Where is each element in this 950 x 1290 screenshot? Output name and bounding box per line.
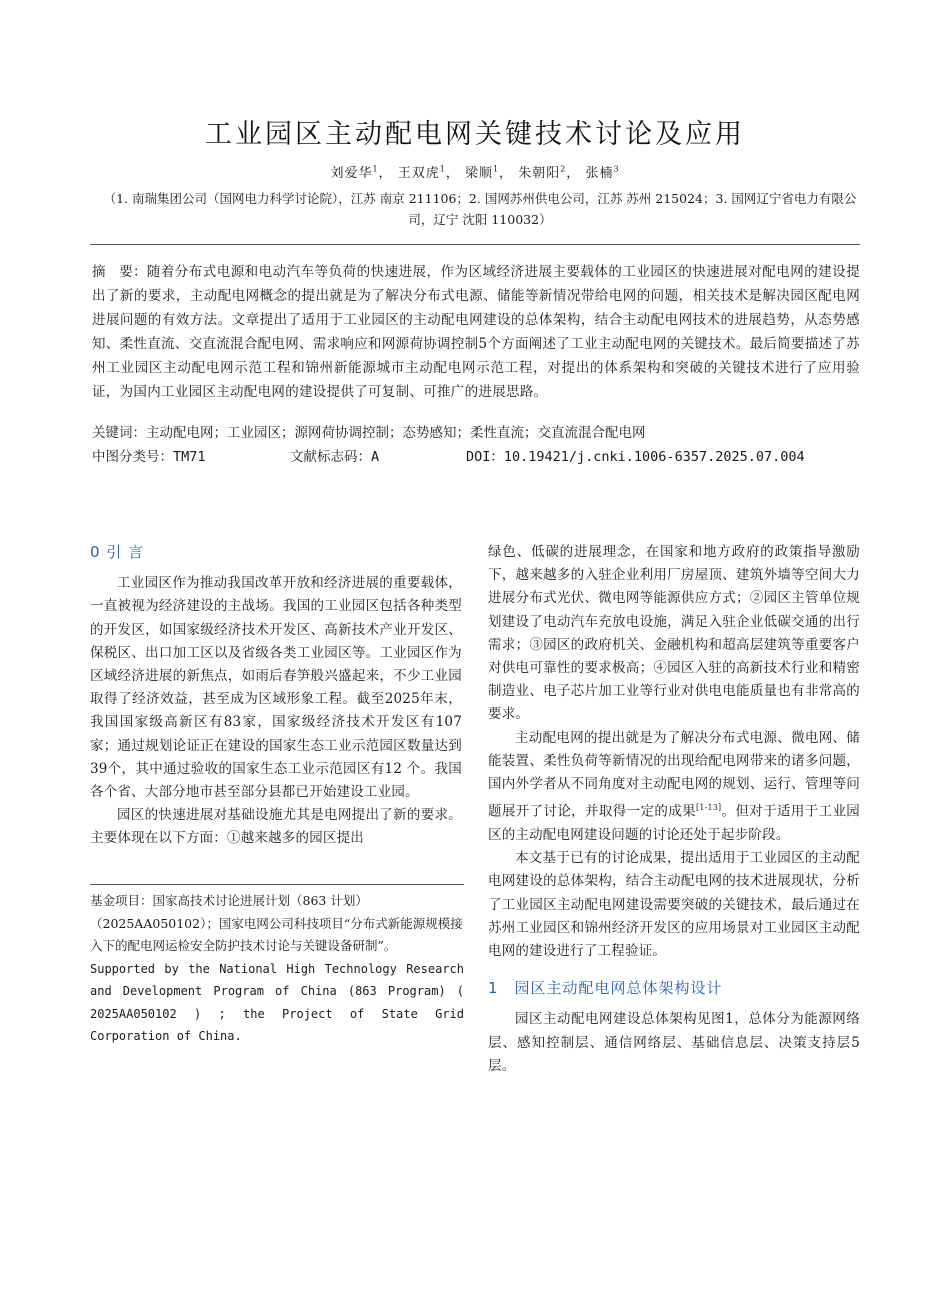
right-column [488, 541, 860, 1078]
footnote-divider [90, 884, 464, 885]
keywords [92, 422, 860, 444]
paragraph [488, 727, 860, 848]
section-heading-1: 1 园区主动配电网总体架构设计 [488, 979, 723, 998]
citation[interactable]: [1-13] [695, 803, 722, 813]
author-name: 张楠 [585, 166, 614, 181]
author-name: 梁顺 [464, 166, 493, 181]
doi[interactable]: DOI：10.19421/j.cnki.1006-6357.2025.07.004 [466, 449, 805, 465]
abstract [92, 260, 860, 404]
author-name: 朱朝阳 [518, 166, 561, 181]
funding-footnote [90, 890, 464, 1048]
author-affil-mark: 1 [492, 164, 500, 174]
author-list: 刘爱华$^1$， 王双虎$^1$， 梁顺$^1$， 朱朝阳$^2$， 张楠$^3$ [330, 164, 620, 181]
funding-en: Supported by the National High Technology Research and Development Program of China (863 Program) ( 2025AA050102 ) ; the Project of State Grid Corporation of China. [90, 961, 464, 1043]
header-divider [90, 244, 860, 245]
document-code: 文献标志码：A [290, 449, 380, 465]
author-affil-mark: 2 [560, 164, 567, 174]
keywords-text: 主动配电网；工业园区；源网荷协调控制；态势感知；柔性直流；交直流混合配电网 [146, 425, 646, 441]
clc-number: 中图分类号：TM71 [92, 449, 206, 465]
paragraph: 园区的快速进展对基础设施尤其是电网提出了新的要求。主要体现在以下方面：①越来越多的园区提出 [90, 807, 462, 847]
paragraph: 园区主动配电网建设总体架构见图1，总体分为能源网络层、感知控制层、通信网络层、基础信息层、决策支持层5层。 [488, 1011, 860, 1074]
author-affil-mark: 3 [613, 164, 620, 174]
abstract-text: 随着分布式电源和电动汽车等负荷的快速进展，作为区域经济进展主要载体的工业园区的快速进展对配电网的建设提出了新的要求，主动配电网概念的提出就是为了解决分布式电源、储能等新情况带给电网的问题，相关技术是解决园区配电网进展问题的有效方法。文章提出了适用于工业园区的主动配电网建设的总体架构，结合主动配电网技术的进展趋势，从态势感知、柔性直流、交直流混合配电网、需求响应和网源荷协调控制5个方面阐述了工业主动配电网的关键技术。最后简要描述了苏州工业园区主动配电网示范工程和锦州新能源城市主动配电网示范工程，对提出的体系架构和突破的关键技术进行了应用验证，为国内工业园区主动配电网的建设提供了可复制、可推广的进展思路。 [92, 264, 860, 400]
paragraph: 本文基于已有的讨论成果，提出适用于工业园区的主动配电网建设的总体架构，结合主动配电网的技术进展现状，分析了工业园区主动配电网建设需要突破的关键技术，最后通过在苏州工业园区和锦州经济开发区的应用场景对工业园区主动配电网的建设进行了工程验证。 [488, 850, 860, 959]
author-affil-mark: 1 [439, 164, 446, 174]
author-name: 王双虎 [397, 166, 440, 181]
paragraph: 工业园区作为推动我国改革开放和经济进展的重要载体，一直被视为经济建设的主战场。我国的工业园区包括各种类型的开发区，如国家级经济技术开发区、高新技术产业开发区、保税区、出口加工区以及省级各类工业园区等。工业园区作为区域经济进展的新焦点，如雨后春笋般兴盛起来，不少工业园取得了经济效益，甚至成为区域形象工程。截至2025年末，我国国家级高新区有83家，国家级经济技术开发区有107家；通过规划论证正在建设的国家生态工业示范园区数量达到39个，其中通过验收的国家生态工业示范园区有12 个。我国各个省、大部分地市甚至部分县都已开始建设工业园。 [90, 575, 462, 801]
affiliations: （1. 南瑞集团公司（国网电力科学讨论院），江苏 南京 211106；2. 国网苏州供电公司，江苏 苏州 215024；3. 国网辽宁省电力有限公司，辽宁 沈阳 110032） [103, 191, 857, 227]
keywords-label: 关键词： [92, 425, 146, 441]
left-column [90, 541, 462, 851]
author-name: 刘爱华 [330, 166, 373, 181]
paragraph-text: 主动配电网的提出就是为了解决分布式电源、微电网、储能装置、柔性负荷等新情况的出现给配电网带来的诸多问题，国内外学者从不同角度对主动配电网的规划、运行、管理等问题展开了讨论，并取得一定的成果 [488, 729, 860, 820]
funding-cn: 基金项目：国家高技术讨论进展计划（863 计划）（2025AA050102）；国家电网公司科技项目“分布式新能源规模接入下的配电网运检安全防护技术讨论与关键设备研制”。 [90, 893, 463, 953]
paper-title: 工业园区主动配电网关键技术讨论及应用 [205, 119, 745, 150]
section-heading-intro: 0 引 言 [90, 543, 145, 561]
author-affil-mark: 1 [372, 164, 379, 174]
paragraph-text: 。但对于适用于工业园区的主动配电网建设问题的讨论还处于起步阶段。 [488, 803, 861, 843]
paragraph: 绿色、低碳的进展理念，在国家和地方政府的政策指导激励下，越来越多的入驻企业利用厂房屋顶、建筑外墙等空间大力进展分布式光伏、微电网等能源供应方式；②园区主管单位规划建设了电动汽车充放电设施，满足入驻企业低碳交通的出行需求；③园区的政府机关、金融机构和超高层建筑等重要客户对供电可靠性的要求极高；④园区入驻的高新技术行业和精密制造业、电子芯片加工业等行业对供电电能质量也有非常高的要求。 [488, 544, 860, 723]
abstract-label: 摘 要： [92, 264, 147, 280]
